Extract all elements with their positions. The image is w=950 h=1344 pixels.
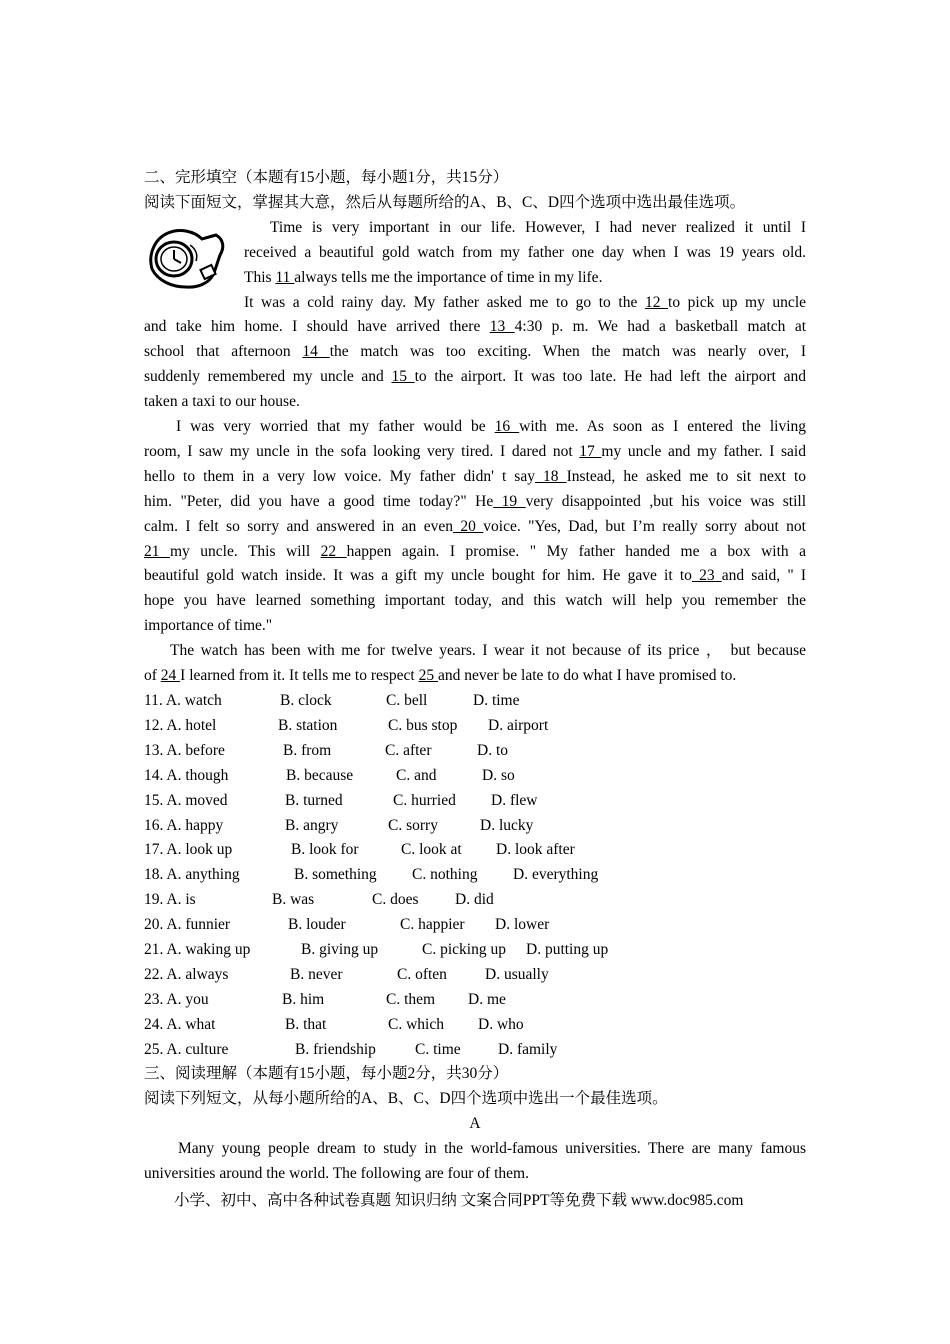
question-option-b: B. because: [286, 766, 354, 784]
question-option-a: 24. A. what: [144, 1015, 216, 1033]
question-option-d: D. lower: [495, 916, 550, 934]
passage-line: him. "Peter, did you have a good time today?" He 19 very disappointed ,but his voice was still: [144, 493, 807, 510]
section3-instruction: 阅读下列短文，从每小题所给的A、B、C、D四个选项中选出一个最佳选项。: [144, 1090, 668, 1107]
section2-heading: 二、完形填空（本题有15小题，每小题1分，共15分）: [144, 169, 509, 186]
blank-18: 18: [534, 468, 567, 485]
passage-line: taken a taxi to our house.: [144, 393, 300, 410]
question-option-b: B. station: [278, 716, 338, 734]
passage-line: of 24 I learned from it. It tells me to respect 25 and never be late to do what I have promised to.: [144, 667, 737, 684]
question-option-a: 14. A. though: [144, 766, 229, 784]
question-option-d: D. lucky: [480, 816, 534, 834]
question-option-c: C. does: [372, 891, 419, 909]
question-option-a: 13. A. before: [144, 741, 225, 759]
question-option-d: D. me: [468, 990, 506, 1008]
passage-line: suddenly remembered my uncle and 15 to the airport. It was too late. He had left the airport and: [144, 368, 806, 385]
question-option-a: 23. A. you: [144, 990, 209, 1008]
question-option-c: C. often: [397, 965, 447, 983]
question-option-d: D. everything: [513, 866, 599, 884]
question-option-b: B. something: [294, 866, 377, 884]
passage-line: This 11 always tells me the importance of time in my life.: [244, 269, 603, 286]
question-option-c: C. nothing: [412, 866, 478, 884]
passage-line: received a beautiful gold watch from my father one day when I was 19 years old.: [244, 244, 806, 261]
question-option-d: D. time: [473, 692, 520, 709]
section2-instruction: 阅读下面短文，掌握其大意，然后从每题所给的A、B、C、D四个选项中选出最佳选项。: [144, 194, 746, 211]
passage-line: hello to them in a very low voice. My father didn' t say 18 Instead, he asked me to sit next to: [144, 468, 807, 485]
question-option-b: B. louder: [288, 916, 346, 934]
passage-line: beautiful gold watch inside. It was a gift my uncle bought for him. He gave it to 23 and said, " I: [144, 567, 806, 584]
passage-line: The watch has been with me for twelve years. I wear it not because of its price ， but because: [170, 642, 806, 659]
question-option-a: 18. A. anything: [144, 866, 240, 884]
question-option-c: C. them: [386, 990, 436, 1008]
question-option-b: B. giving up: [301, 941, 379, 958]
question-option-a: 22. A. always: [144, 965, 229, 983]
blank-13: 13: [489, 318, 515, 335]
question-option-c: C. bell: [386, 692, 428, 709]
blank-20: 20: [452, 518, 484, 535]
question-option-d: D. usually: [485, 965, 549, 983]
blank-19: 19: [493, 493, 526, 510]
reading-line: universities around the world. The following are four of them.: [144, 1165, 529, 1182]
blank-22: 22: [320, 543, 347, 560]
question-option-c: C. hurried: [393, 791, 456, 809]
blank-15: 15: [391, 368, 415, 385]
blank-25: 25: [418, 667, 438, 684]
question-option-a: 16. A. happy: [144, 816, 224, 834]
question-option-d: D. flew: [491, 791, 538, 809]
reading-line: Many young people dream to study in the world-famous universities. There are many famous: [178, 1140, 806, 1157]
question-option-c: C. and: [396, 766, 437, 784]
passage-line: I was very worried that my father would be 16 with me. As soon as I entered the living: [176, 418, 807, 435]
question-option-d: D. did: [455, 891, 494, 909]
blank-14: 14: [302, 343, 330, 360]
question-option-c: C. happier: [400, 916, 465, 934]
passage-line: calm. I felt so sorry and answered in an even 20 voice. "Yes, Dad, but I’m really sorry about not: [144, 518, 806, 535]
passage-line: room, I saw my uncle in the sofa looking very tired. I dared not 17 my uncle and my father. I said: [144, 443, 806, 460]
question-option-a: 12. A. hotel: [144, 716, 217, 734]
passage-line: 21 my uncle. This will 22 happen again. I promise. " My father handed me a box with a: [144, 543, 807, 560]
question-option-c: C. after: [385, 741, 432, 759]
blank-17: 17: [579, 443, 602, 460]
question-option-a: 21. A. waking up: [144, 941, 251, 958]
question-option-a: 11. A. watch: [144, 692, 222, 709]
question-option-b: B. from: [283, 741, 332, 759]
question-option-a: 15. A. moved: [144, 791, 228, 809]
question-option-b: B. angry: [285, 816, 339, 834]
question-option-d: D. who: [478, 1015, 524, 1033]
question-option-a: 17. A. look up: [144, 841, 233, 859]
question-option-d: D. so: [482, 766, 515, 784]
question-option-a: 25. A. culture: [144, 1040, 229, 1058]
blank-21: 21: [144, 543, 170, 560]
passage-line: Time is very important in our life. However, I had never realized it until I: [270, 219, 806, 236]
question-option-d: D. look after: [496, 841, 575, 859]
footer-text: 小学、初中、高中各种试卷真题 知识归纳 文案合同PPT等免费下载 www.doc985.com: [174, 1192, 744, 1209]
question-option-b: B. look for: [291, 841, 359, 859]
question-option-b: B. was: [272, 891, 315, 909]
blank-23: 23: [691, 567, 722, 584]
section3-heading: 三、阅读理解（本题有15小题，每小题2分，共30分）: [144, 1065, 509, 1082]
question-option-c: C. look at: [401, 841, 462, 859]
passage-line: It was a cold rainy day. My father asked me to go to the 12 to pick up my uncle: [244, 294, 807, 311]
passage-line: importance of time.": [144, 617, 273, 634]
question-option-d: D. putting up: [526, 941, 609, 958]
passage-line: school that afternoon 14 the match was too exciting. When the match was nearly over, I: [144, 343, 806, 360]
question-option-b: B. turned: [285, 791, 343, 809]
question-option-b: B. that: [285, 1015, 327, 1033]
watch-icon: [146, 225, 226, 291]
question-option-a: 19. A. is: [144, 891, 196, 909]
blank-16: 16: [494, 418, 520, 435]
question-option-c: C. time: [415, 1040, 461, 1058]
question-option-c: C. sorry: [388, 816, 438, 834]
question-option-d: D. airport: [488, 716, 549, 734]
blank-24: 24: [160, 667, 181, 684]
passage-line: and take him home. I should have arrived there 13 4:30 p. m. We had a basketball match at: [144, 318, 807, 335]
question-option-d: D. to: [477, 741, 508, 759]
question-option-b: B. never: [290, 965, 343, 983]
passage-line: hope you have learned something important today, and this watch will help you remember the: [144, 592, 806, 609]
question-option-b: B. friendship: [295, 1040, 376, 1058]
question-option-b: B. him: [282, 990, 325, 1008]
question-option-c: C. picking up: [422, 941, 506, 958]
blank-12: 12: [644, 294, 669, 311]
question-option-a: 20. A. funnier: [144, 916, 231, 934]
question-option-c: C. bus stop: [388, 716, 458, 734]
question-option-c: C. which: [388, 1015, 444, 1033]
question-option-d: D. family: [498, 1040, 558, 1058]
blank-11: 11: [275, 269, 295, 286]
part-label: A: [469, 1115, 481, 1132]
question-option-b: B. clock: [280, 692, 332, 709]
